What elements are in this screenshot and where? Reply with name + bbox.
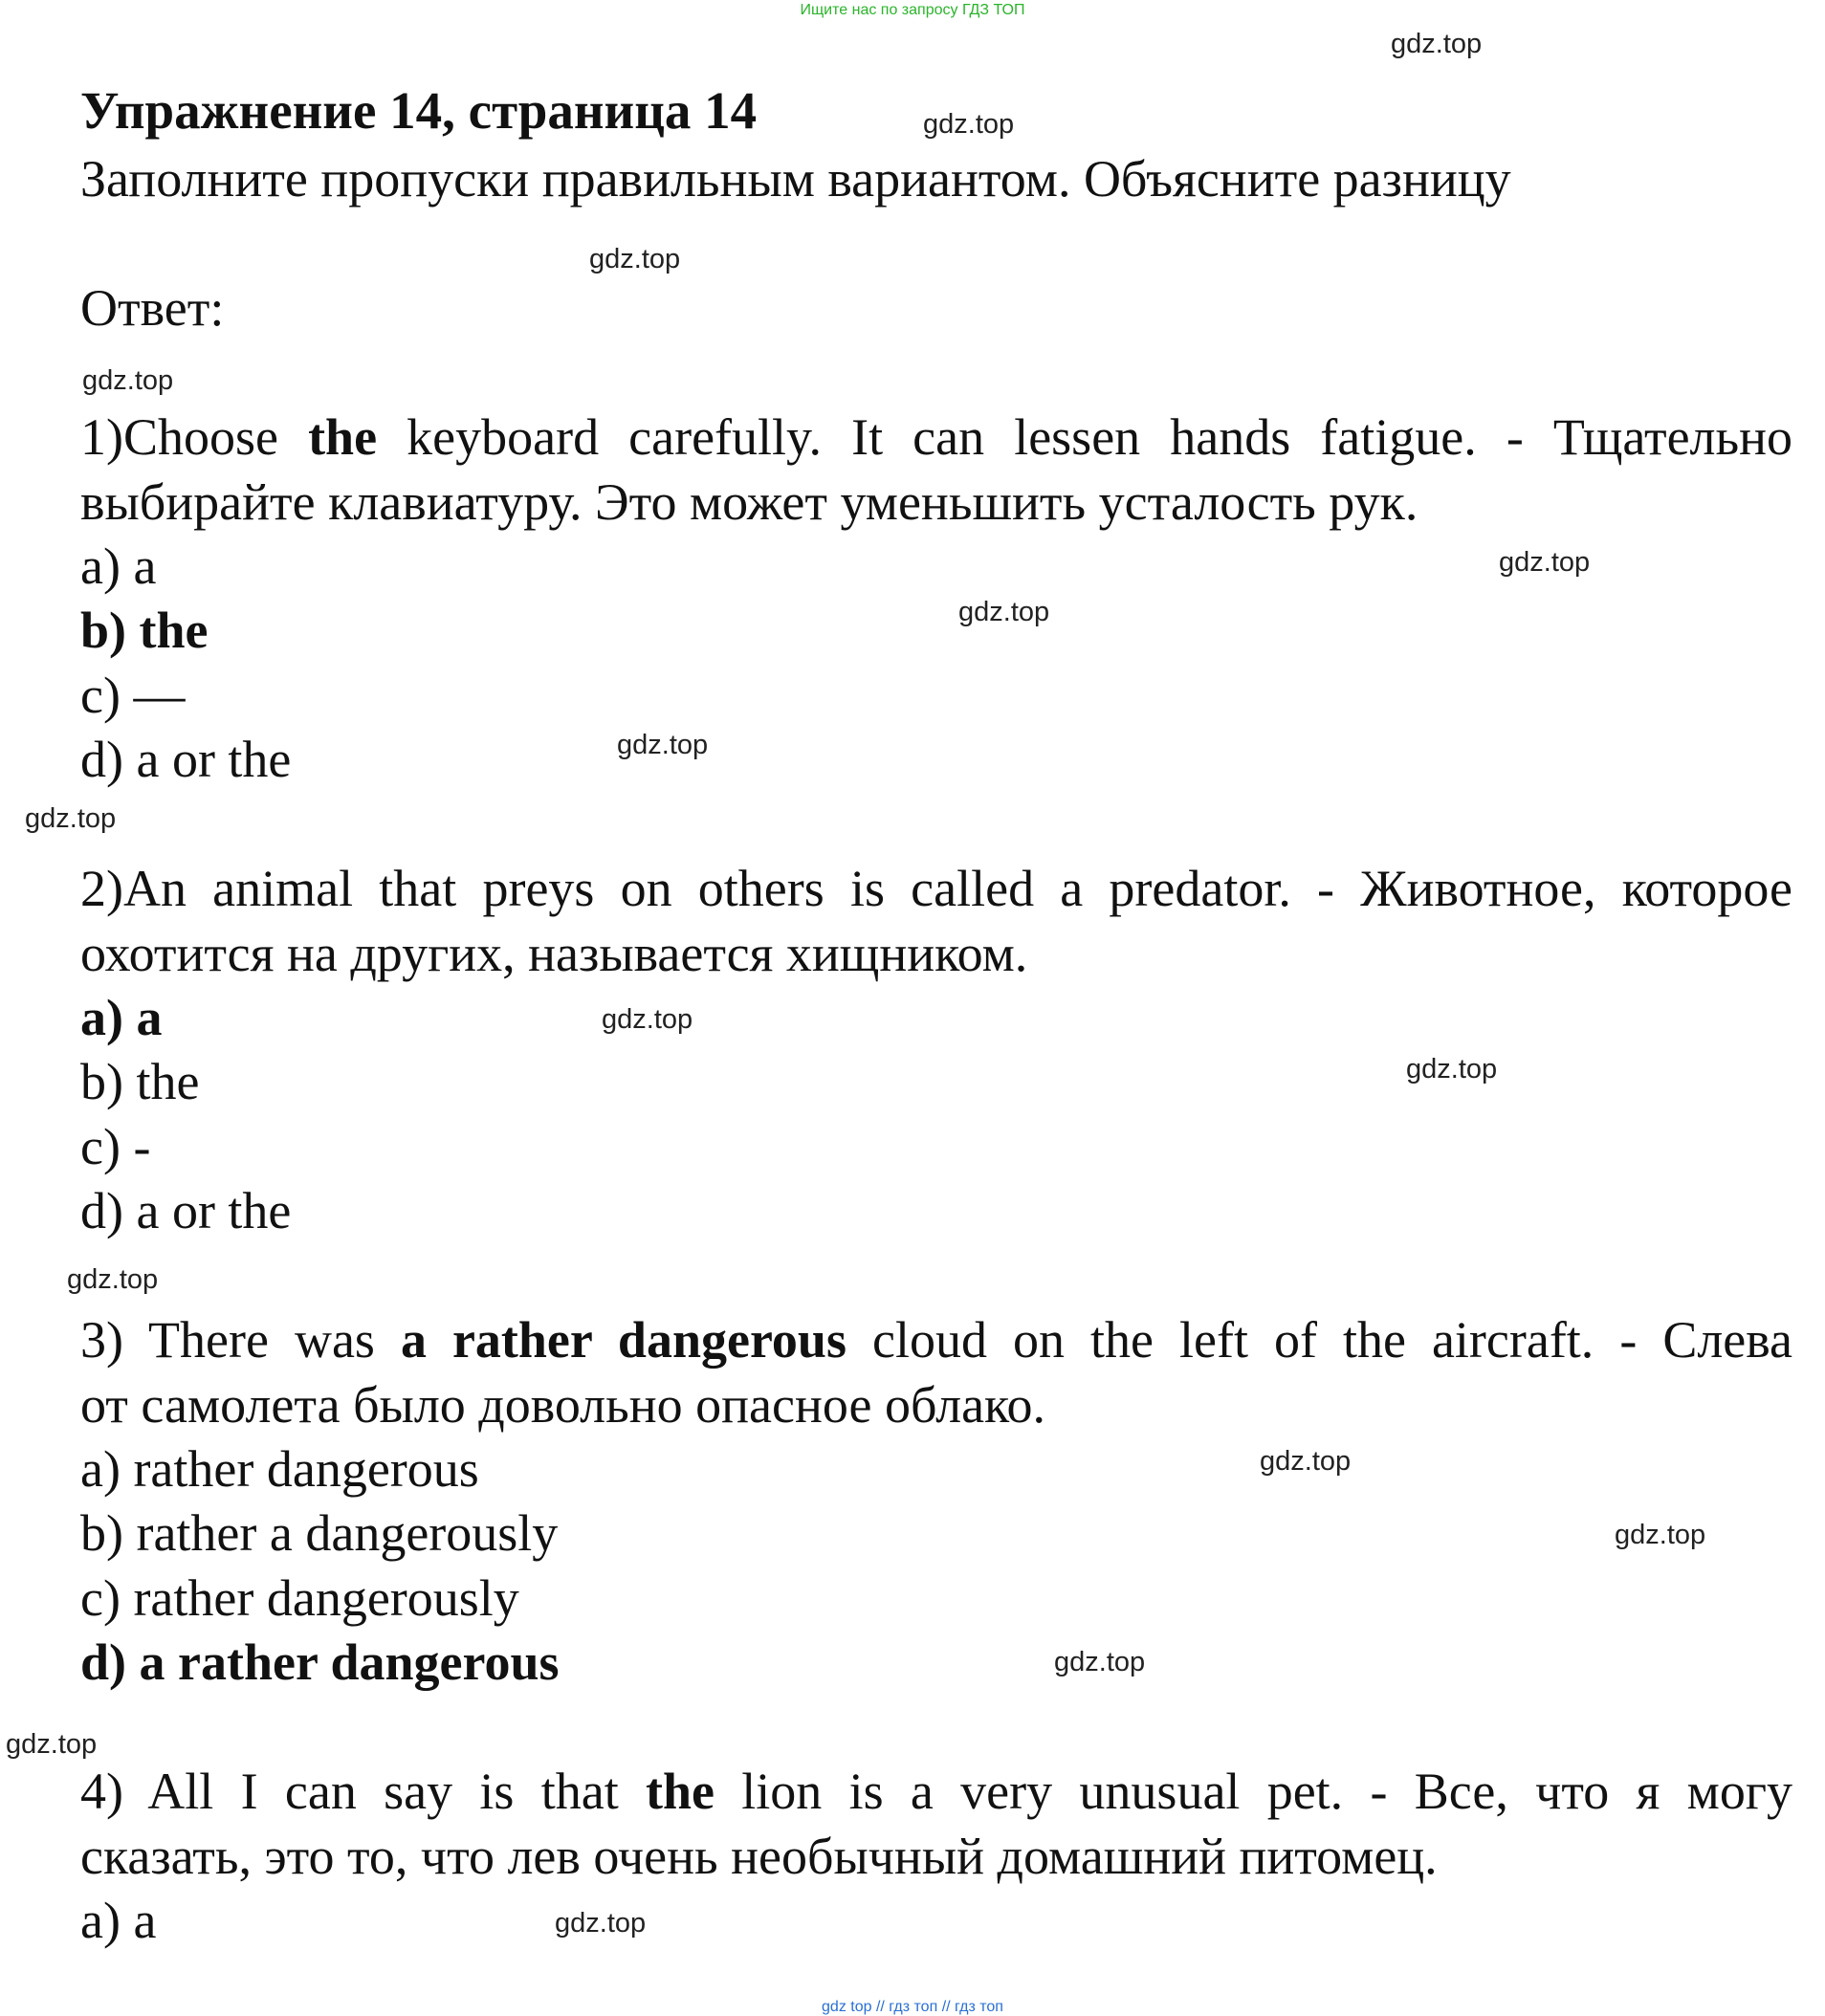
option-3d-correct: d) a rather dangerous <box>80 1633 560 1691</box>
option-3c: c) rather dangerously <box>80 1569 519 1627</box>
watermark: gdz.top <box>1391 29 1483 59</box>
task-instruction: Заполните пропуски правильным вариантом. Объясните разницу <box>80 150 1511 208</box>
watermark: gdz.top <box>589 244 681 274</box>
watermark: gdz.top <box>958 597 1050 627</box>
option-2d: d) a or the <box>80 1182 292 1239</box>
question-4-line-2: сказать, это то, что лев очень необычный домашний питомец. <box>80 1828 1438 1885</box>
watermark: gdz.top <box>923 109 1015 140</box>
answer-label: Ответ: <box>80 279 225 337</box>
question-2-line-2: охотится на других, называется хищником. <box>80 925 1028 982</box>
watermark: gdz.top <box>1406 1054 1498 1085</box>
option-3b: b) rather a dangerously <box>80 1504 559 1562</box>
question-3-line-1: 3) There was a rather dangerous cloud on the left of the aircraft. - Слева <box>80 1311 1792 1369</box>
question-1-line-1: 1)Choose the keyboard carefully. It can lessen hands fatigue. - Тщательно <box>80 408 1793 466</box>
option-1b-correct: b) the <box>80 602 209 659</box>
option-2a-correct: a) a <box>80 989 163 1046</box>
option-3a: a) rather dangerous <box>80 1440 479 1498</box>
option-2c: c) - <box>80 1118 151 1175</box>
option-4a: a) a <box>80 1892 157 1949</box>
footer-links: gdz top // гдз топ // гдз топ <box>822 1999 1003 2015</box>
watermark: gdz.top <box>6 1729 98 1760</box>
option-2b: b) the <box>80 1053 200 1110</box>
watermark: gdz.top <box>1260 1446 1352 1477</box>
watermark: gdz.top <box>602 1004 693 1035</box>
watermark: gdz.top <box>1615 1520 1706 1550</box>
option-1c: c) — <box>80 667 186 724</box>
question-3-line-2: от самолета было довольно опасное облако. <box>80 1376 1046 1434</box>
page-title: Упражнение 14, страница 14 <box>80 81 758 140</box>
watermark: gdz.top <box>1499 547 1591 578</box>
watermark: gdz.top <box>555 1908 647 1939</box>
watermark: gdz.top <box>1054 1647 1146 1677</box>
watermark: gdz.top <box>67 1264 159 1295</box>
watermark: gdz.top <box>25 803 117 834</box>
top-banner: Ищите нас по запросу ГДЗ ТОП <box>800 2 1025 18</box>
watermark: gdz.top <box>617 730 709 760</box>
question-4-line-1: 4) All I can say is that the lion is a very unusual pet. - Все, что я могу <box>80 1763 1792 1820</box>
question-2-line-1: 2)An animal that preys on others is called a predator. - Животное, которое <box>80 860 1792 917</box>
watermark: gdz.top <box>82 365 174 396</box>
option-1a: a) a <box>80 537 157 595</box>
option-1d: d) a or the <box>80 731 292 788</box>
question-1-line-2: выбирайте клавиатуру. Это может уменьшить усталость рук. <box>80 473 1418 531</box>
